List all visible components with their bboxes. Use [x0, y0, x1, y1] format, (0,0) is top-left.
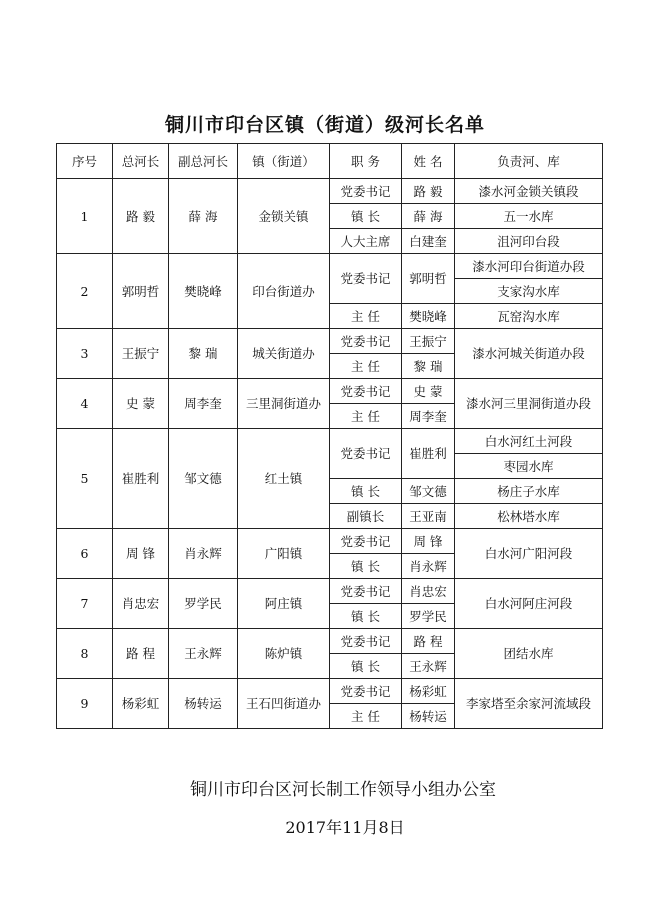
- position-cell: 党委书记: [330, 329, 402, 354]
- river-cell: 杨庄子水库: [455, 479, 603, 504]
- river-cell: 漆水河金锁关镇段: [455, 179, 603, 204]
- town-cell: 广阳镇: [238, 529, 330, 579]
- serial-number-cell: 3: [57, 329, 113, 379]
- position-cell: 党委书记: [330, 579, 402, 604]
- name-cell: 周 锋: [402, 529, 455, 554]
- position-cell: 党委书记: [330, 529, 402, 554]
- river-cell: 支家沟水库: [455, 279, 603, 304]
- deputy-chief-cell: 薛 海: [169, 179, 238, 254]
- table-row: [57, 529, 603, 554]
- river-cell: 枣园水库: [455, 454, 603, 479]
- table-row: [57, 679, 603, 704]
- river-cell: 漆水河城关街道办段: [455, 329, 603, 379]
- header-cell: 总河长: [113, 144, 169, 179]
- table-row: [57, 254, 603, 279]
- serial-number-cell: 7: [57, 579, 113, 629]
- position-cell: 镇 长: [330, 204, 402, 229]
- serial-number-cell: 4: [57, 379, 113, 429]
- table-row: [57, 629, 603, 654]
- town-cell: 城关街道办: [238, 329, 330, 379]
- river-cell: 白水河红土河段: [455, 429, 603, 454]
- serial-number-cell: 2: [57, 254, 113, 329]
- table-row: [57, 329, 603, 354]
- header-cell: 负责河、库: [455, 144, 603, 179]
- name-cell: 杨转运: [402, 704, 455, 729]
- position-cell: 副镇长: [330, 504, 402, 529]
- town-cell: 王石凹街道办: [238, 679, 330, 729]
- town-cell: 阿庄镇: [238, 579, 330, 629]
- name-cell: 崔胜利: [402, 429, 455, 479]
- serial-number-cell: 9: [57, 679, 113, 729]
- town-cell: 三里洞街道办: [238, 379, 330, 429]
- serial-number-cell: 1: [57, 179, 113, 254]
- name-cell: 史 蒙: [402, 379, 455, 404]
- position-cell: 镇 长: [330, 554, 402, 579]
- name-cell: 白建奎: [402, 229, 455, 254]
- deputy-chief-cell: 樊晓峰: [169, 254, 238, 329]
- name-cell: 王永辉: [402, 654, 455, 679]
- position-cell: 主 任: [330, 354, 402, 379]
- deputy-chief-cell: 黎 瑞: [169, 329, 238, 379]
- chief-cell: 周 锋: [113, 529, 169, 579]
- table-row: [57, 379, 603, 404]
- name-cell: 薛 海: [402, 204, 455, 229]
- table-row: [57, 429, 603, 454]
- river-cell: 五一水库: [455, 204, 603, 229]
- document-title: 铜川市印台区镇（街道）级河长名单: [164, 114, 485, 136]
- chief-cell: 肖忠宏: [113, 579, 169, 629]
- position-cell: 人大主席: [330, 229, 402, 254]
- position-cell: 镇 长: [330, 479, 402, 504]
- serial-number-cell: 5: [57, 429, 113, 529]
- position-cell: 党委书记: [330, 254, 402, 304]
- name-cell: 周李奎: [402, 404, 455, 429]
- deputy-chief-cell: 罗学民: [169, 579, 238, 629]
- footer-organization: 铜川市印台区河长制工作领导小组办公室: [190, 780, 496, 800]
- table-row: [57, 579, 603, 604]
- position-cell: 镇 长: [330, 604, 402, 629]
- name-cell: 郭明哲: [402, 254, 455, 304]
- name-cell: 王振宁: [402, 329, 455, 354]
- name-cell: 黎 瑞: [402, 354, 455, 379]
- town-cell: 红土镇: [238, 429, 330, 529]
- river-cell: 漆水河三里洞街道办段: [455, 379, 603, 429]
- position-cell: 主 任: [330, 304, 402, 329]
- name-cell: 杨彩虹: [402, 679, 455, 704]
- table-row: [57, 179, 603, 204]
- river-cell: 李家塔至余家河流域段: [455, 679, 603, 729]
- town-cell: 陈炉镇: [238, 629, 330, 679]
- table-header-row: [57, 144, 603, 179]
- name-cell: 路 毅: [402, 179, 455, 204]
- chief-cell: 路 毅: [113, 179, 169, 254]
- position-cell: 镇 长: [330, 654, 402, 679]
- name-cell: 肖永辉: [402, 554, 455, 579]
- position-cell: 党委书记: [330, 629, 402, 654]
- town-cell: 印台街道办: [238, 254, 330, 329]
- river-cell: 漆水河印台街道办段: [455, 254, 603, 279]
- river-cell: 瓦窑沟水库: [455, 304, 603, 329]
- deputy-chief-cell: 邹文德: [169, 429, 238, 529]
- river-cell: 团结水库: [455, 629, 603, 679]
- position-cell: 主 任: [330, 404, 402, 429]
- name-cell: 路 程: [402, 629, 455, 654]
- serial-number-cell: 8: [57, 629, 113, 679]
- footer-date: 2017年11月8日: [285, 818, 405, 837]
- chief-cell: 史 蒙: [113, 379, 169, 429]
- chief-cell: 杨彩虹: [113, 679, 169, 729]
- river-cell: 松林塔水库: [455, 504, 603, 529]
- chief-cell: 路 程: [113, 629, 169, 679]
- position-cell: 党委书记: [330, 379, 402, 404]
- name-cell: 罗学民: [402, 604, 455, 629]
- position-cell: 党委书记: [330, 679, 402, 704]
- town-cell: 金锁关镇: [238, 179, 330, 254]
- name-cell: 王亚南: [402, 504, 455, 529]
- name-cell: 邹文德: [402, 479, 455, 504]
- header-cell: 镇（街道）: [238, 144, 330, 179]
- chief-cell: 崔胜利: [113, 429, 169, 529]
- deputy-chief-cell: 杨转运: [169, 679, 238, 729]
- position-cell: 党委书记: [330, 429, 402, 479]
- river-cell: 沮河印台段: [455, 229, 603, 254]
- river-cell: 白水河阿庄河段: [455, 579, 603, 629]
- header-cell: 序号: [57, 144, 113, 179]
- deputy-chief-cell: 王永辉: [169, 629, 238, 679]
- position-cell: 党委书记: [330, 179, 402, 204]
- name-cell: 肖忠宏: [402, 579, 455, 604]
- position-cell: 主 任: [330, 704, 402, 729]
- chief-cell: 王振宁: [113, 329, 169, 379]
- table-body: [57, 179, 603, 729]
- header-cell: 职 务: [330, 144, 402, 179]
- header-cell: 姓 名: [402, 144, 455, 179]
- header-cell: 副总河长: [169, 144, 238, 179]
- river-cell: 白水河广阳河段: [455, 529, 603, 579]
- chief-cell: 郭明哲: [113, 254, 169, 329]
- river-chief-table: [56, 143, 603, 729]
- serial-number-cell: 6: [57, 529, 113, 579]
- deputy-chief-cell: 肖永辉: [169, 529, 238, 579]
- deputy-chief-cell: 周李奎: [169, 379, 238, 429]
- name-cell: 樊晓峰: [402, 304, 455, 329]
